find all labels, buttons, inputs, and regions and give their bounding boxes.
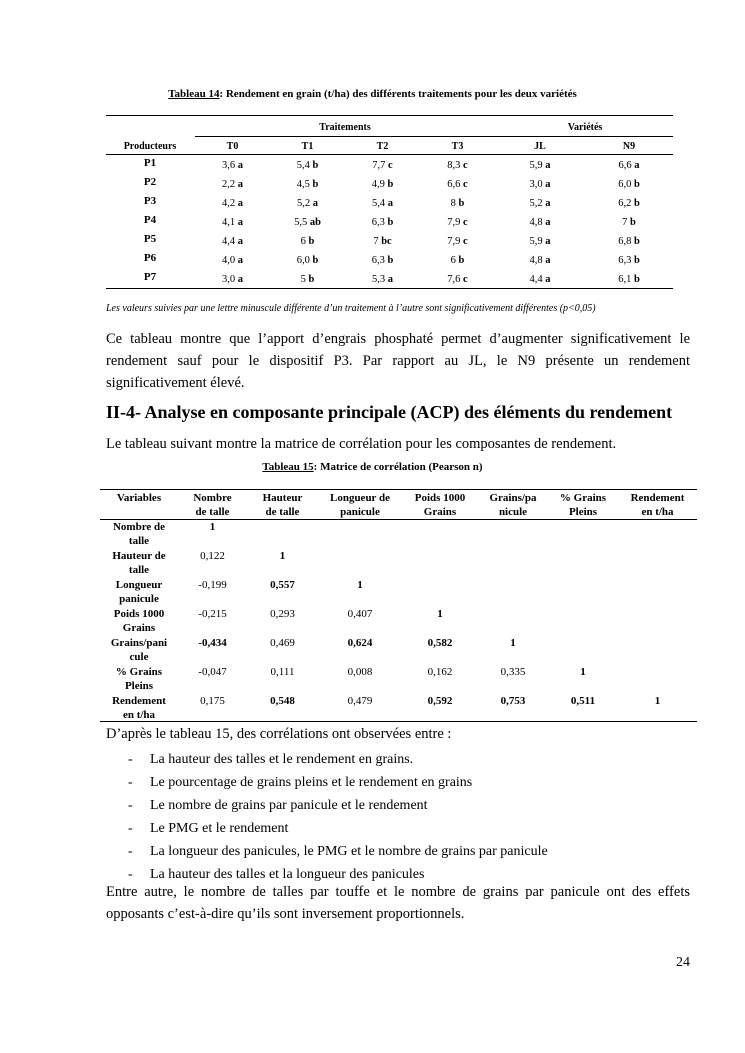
table15-row-label-line: cule <box>129 651 149 663</box>
table15-cell: 0,293 <box>270 608 295 620</box>
table15-col-header-line: Variables <box>116 492 162 504</box>
table15-cell: -0,199 <box>198 579 227 591</box>
table15-row-label-line: en t/ha <box>122 709 156 721</box>
table15-cell: 0,335 <box>500 666 526 678</box>
table15-cell: 0,592 <box>427 695 453 707</box>
table15-cell: -0,047 <box>198 666 227 678</box>
table15-row-label-line: panicule <box>119 593 159 605</box>
table14-cell-letter: a <box>387 198 393 209</box>
table14-cell <box>495 179 585 190</box>
table14-cell-value: 5,2 <box>297 198 311 209</box>
table15-row <box>100 607 697 636</box>
table15-col-header <box>618 491 697 519</box>
table14-cell-letter: b <box>633 236 640 247</box>
table14-cell-letter: a <box>237 179 243 190</box>
table15-col-header <box>402 491 478 519</box>
paragraph-1 <box>106 328 690 394</box>
table14-cell-value: 7 <box>622 217 628 228</box>
table14-row-label: P4 <box>143 214 157 226</box>
table15-row-label <box>100 607 178 635</box>
table14-cell <box>420 179 495 190</box>
table14-header-rule <box>106 154 673 155</box>
correlation-bullet-list <box>128 748 548 886</box>
table14-cell <box>420 198 495 209</box>
list-item: - Le PMG et le rendement <box>128 817 548 840</box>
table14-row-label: P2 <box>143 176 157 188</box>
table15-row-label <box>100 520 178 548</box>
table14-cell <box>420 236 495 247</box>
table15-cell: -0,215 <box>198 608 227 620</box>
table14-cell-value: 5,4 <box>372 198 386 209</box>
table14-row <box>106 271 673 294</box>
table14-cell-letter: a <box>545 255 551 266</box>
table15-col-header-line: Grains <box>423 506 457 518</box>
table15-cell: 1 <box>510 637 516 649</box>
table15-col-header-line: Nombre <box>193 492 232 504</box>
table14-cell <box>585 274 673 285</box>
table14-cell-letter: bc <box>381 236 392 247</box>
table14-cell-value: 5,4 <box>296 160 310 171</box>
table14-cell-letter: b <box>312 255 319 266</box>
table14-cell <box>270 198 345 209</box>
table14-cell-value: 6,1 <box>618 274 632 285</box>
table14-cell <box>495 255 585 266</box>
list-item: - Le nombre de grains par panicule et le rendement <box>128 794 548 817</box>
table14-col-producteurs: Producteurs <box>123 141 177 152</box>
table14-cell-value: 7,9 <box>447 217 461 228</box>
table14-cell <box>270 274 345 285</box>
table14-cell <box>345 236 420 247</box>
paragraph-3 <box>106 881 690 925</box>
table14-cell-letter: a <box>237 255 243 266</box>
table14-cell <box>420 255 495 266</box>
list-item: - La hauteur des talles et la longueur des panicules <box>128 863 548 886</box>
table14-cell <box>585 236 673 247</box>
table15-cell: 0,479 <box>347 695 373 707</box>
table14-cell-value: 7,9 <box>447 236 461 247</box>
table14-cell <box>195 274 270 285</box>
table14-cell <box>345 160 420 171</box>
table14-cell-letter: a <box>237 160 243 171</box>
table14-cell-letter: b <box>630 217 636 228</box>
page-number: 24 <box>676 955 690 970</box>
table15-cell: 0,557 <box>270 579 295 591</box>
table14-row-label: P1 <box>143 157 157 169</box>
table14-cell-value: 6 <box>450 255 456 266</box>
table14-col-header: T0 <box>226 141 239 152</box>
table14-cell <box>420 160 495 171</box>
table15-row-label-line: Grains <box>122 622 156 634</box>
table14-cell-letter: b <box>308 236 315 247</box>
table14-cell <box>195 217 270 228</box>
table14-cell-letter: b <box>633 179 640 190</box>
table14-group-varieties: Variétés <box>567 122 603 133</box>
table15-cell: 1 <box>209 521 216 533</box>
table14-row-label: P5 <box>143 233 157 245</box>
table14-cell-letter: b <box>387 217 394 228</box>
table14-cell <box>270 160 345 171</box>
table14-cell <box>495 274 585 285</box>
table14-row-label: P6 <box>143 252 157 264</box>
table15-col-header <box>178 491 247 519</box>
table15-row <box>100 578 697 607</box>
table14-cell <box>195 160 270 171</box>
table15-row-label-line: Pleins <box>124 680 154 692</box>
table14-cell <box>270 236 345 247</box>
table14-cell-letter: a <box>237 198 243 209</box>
table15-row-label-line: talle <box>128 564 150 576</box>
table14-cell-value: 7,7 <box>372 160 386 171</box>
table14-group-treatments: Traitements <box>319 122 371 133</box>
table14-cell-value: 4,8 <box>529 217 543 228</box>
table14-cell-letter: b <box>387 255 394 266</box>
table14-cell <box>420 217 495 228</box>
table14-cell-value: 6,3 <box>371 255 385 266</box>
table14-cell <box>195 236 270 247</box>
table14-cell <box>345 217 420 228</box>
table15-cell: 0,175 <box>200 695 225 707</box>
table15-col-header-line: Hauteur <box>262 492 303 504</box>
table14-cell <box>270 255 345 266</box>
table14-caption <box>0 88 745 100</box>
table14-caption-text: : Rendement en grain (t/ha) des différents traitements pour les deux variétés <box>219 88 577 100</box>
table14-cell <box>585 217 673 228</box>
table14-cell-value: 6,6 <box>618 160 632 171</box>
table15-cell: 0,407 <box>347 608 373 620</box>
table15-cell: -0,434 <box>198 637 227 649</box>
table14-cell <box>585 179 673 190</box>
table15-col-header <box>100 491 178 505</box>
table14-cell-letter: c <box>463 179 468 190</box>
table15-top-rule <box>100 489 697 490</box>
table15-col-header-line: panicule <box>340 506 380 518</box>
table14-cell <box>345 274 420 285</box>
table14-cell-letter: a <box>237 236 243 247</box>
table14-cell-value: 4,9 <box>371 179 385 190</box>
intro-paragraph: Le tableau suivant montre la matrice de corrélation pour les composantes de rendement. <box>106 436 617 452</box>
table15-cell: 0,624 <box>347 637 373 649</box>
table15-cell: 0,469 <box>270 637 295 649</box>
table15-row-label-line: Rendement <box>112 695 166 707</box>
table15-row-label-line: Nombre de <box>112 521 166 533</box>
table14-cell <box>270 217 345 228</box>
table14-cell-letter: a <box>545 274 551 285</box>
table15-cell: 1 <box>580 666 586 678</box>
paragraph-3-text: Entre autre, le nombre de talles par touffe et le nombre de grains par panicule ont des effets opposants c’est-à-dire qu’ils sont inversement proportionnels. <box>106 884 690 922</box>
paragraph-1-text: Ce tableau montre que l’apport d’engrais phosphaté permet d’augmenter significativement le rendement sauf pour le dispositif P3. Par rapport au JL, le N9 présente un rendement significativement élevé. <box>106 331 690 391</box>
table14-cell-value: 6,2 <box>618 198 632 209</box>
table14-cell-letter: a <box>387 274 393 285</box>
table14-cell-value: 7,6 <box>447 274 461 285</box>
table15-col-header-line: Poids 1000 <box>414 492 466 504</box>
table15-row-label <box>100 665 178 693</box>
table14-cell-value: 3,0 <box>529 179 543 190</box>
list-item: - La longueur des panicules, le PMG et le nombre de grains par panicule <box>128 840 548 863</box>
table14-col-header: N9 <box>622 141 636 152</box>
table14-cell-value: 6,6 <box>447 179 461 190</box>
table14-cell <box>585 255 673 266</box>
table14-cell-value: 5,9 <box>529 160 543 171</box>
table14-cell-value: 6,3 <box>618 255 632 266</box>
table14-cell-letter: b <box>633 255 640 266</box>
table14-cell-letter: a <box>545 179 551 190</box>
table14-cell-value: 6,3 <box>371 217 385 228</box>
table14-cell-value: 6,8 <box>618 236 632 247</box>
table15-col-header-line: Pleins <box>568 506 598 518</box>
table15-row-label-line: talle <box>128 535 150 547</box>
table15-row <box>100 694 697 723</box>
table15-cell: 0,111 <box>270 666 295 678</box>
table15-row <box>100 665 697 694</box>
table15-bottom-rule <box>100 721 697 722</box>
table14-cell-value: 2,2 <box>222 179 236 190</box>
table14-cell-letter: a <box>545 236 551 247</box>
table14-cell <box>585 198 673 209</box>
table14-cell-letter: b <box>312 160 319 171</box>
table15-col-header-line: Longueur de <box>329 492 390 504</box>
table14-cell <box>345 179 420 190</box>
table15-cell: 0,548 <box>270 695 295 707</box>
paragraph-2: D’après le tableau 15, des corrélations ont observées entre : <box>106 726 452 742</box>
table14-cell-value: 6,0 <box>296 255 310 266</box>
table15-cell: 0,008 <box>347 666 373 678</box>
table15-caption <box>0 461 745 473</box>
table15-row <box>100 549 697 578</box>
table14-note: Les valeurs suivies par une lettre minuscule différente d’un traitement à l’autre sont significativement différentes (p<0,05) <box>106 303 596 314</box>
table14-cell <box>270 179 345 190</box>
table14-cell-value: 6,0 <box>618 179 632 190</box>
table15-caption-text: : Matrice de corrélation (Pearson n) <box>313 461 483 473</box>
table14-col-header: T1 <box>301 141 314 152</box>
table15-cell: 0,511 <box>570 695 596 707</box>
table14-group-rule <box>195 136 673 137</box>
table15-row-label-line: Grains/pani <box>110 637 168 649</box>
table14-col-header: T2 <box>376 141 389 152</box>
table14-cell-letter: c <box>463 274 468 285</box>
table14-cell-value: 8 <box>450 198 456 209</box>
table14-cell-value: 5,5 <box>294 217 308 228</box>
table14-cell-letter: b <box>308 274 315 285</box>
table14-cell-letter: b <box>458 255 465 266</box>
table15-cell: 1 <box>357 579 363 591</box>
table15-row-label <box>100 694 178 722</box>
table15-cell: 0,162 <box>427 666 453 678</box>
table14-cell-letter: a <box>312 198 318 209</box>
table15-col-header <box>247 491 318 519</box>
table15-col-header <box>318 491 402 519</box>
table14-cell <box>345 198 420 209</box>
table14-cell-letter: a <box>545 198 551 209</box>
list-item: - Le pourcentage de grains pleins et le rendement en grains <box>128 771 548 794</box>
table15-row-label-line: Poids 1000 <box>113 608 165 620</box>
section-heading: II-4- Analyse en composante principale (ACP) des éléments du rendement <box>106 402 673 422</box>
table14-cell-value: 4,4 <box>222 236 236 247</box>
table14-cell-letter: a <box>545 160 551 171</box>
table14-cell-letter: a <box>237 274 243 285</box>
table15-row-label <box>100 578 178 606</box>
table15-row-label <box>100 549 178 577</box>
table14-cell-value: 3,0 <box>222 274 236 285</box>
table14-cell-letter: ab <box>309 217 321 228</box>
table14-cell-value: 8,3 <box>447 160 461 171</box>
table14-cell-letter: b <box>458 198 465 209</box>
list-item: - La hauteur des talles et le rendement en grains. <box>128 748 548 771</box>
table15-row <box>100 636 697 665</box>
table14-caption-label: Tableau 14 <box>168 88 220 100</box>
table14-col-header: T3 <box>451 141 464 152</box>
table14-cell-value: 4,5 <box>296 179 310 190</box>
table14-cell <box>195 255 270 266</box>
table15-cell: 0,122 <box>200 550 225 562</box>
table15-cell: 1 <box>279 550 286 562</box>
table14-cell-value: 4,0 <box>222 255 236 266</box>
table15-col-header-line: nicule <box>498 506 528 518</box>
table14-cell <box>585 160 673 171</box>
table14-cell-letter: b <box>387 179 394 190</box>
table14-cell-letter: c <box>463 236 468 247</box>
table14-cell <box>495 198 585 209</box>
table15-cell: 0,582 <box>427 637 453 649</box>
table15-col-header <box>478 491 548 519</box>
table14-cell-value: 6 <box>300 236 306 247</box>
table14-cell-value: 5,9 <box>529 236 543 247</box>
table14-cell-value: 5 <box>300 274 306 285</box>
table15-cell: 1 <box>437 608 443 620</box>
table14-top-rule <box>106 115 673 116</box>
table14-cell-value: 4,1 <box>222 217 236 228</box>
table14-cell-letter: b <box>633 274 640 285</box>
table14-cell <box>195 179 270 190</box>
table14-bottom-rule <box>106 288 673 289</box>
table14-cell-value: 7 <box>373 236 379 247</box>
table15-col-header-line: de talle <box>265 506 300 518</box>
table14-cell-letter: b <box>633 198 640 209</box>
table14-row-label: P3 <box>143 195 157 207</box>
table14-cell-letter: c <box>463 160 468 171</box>
table14-cell <box>420 274 495 285</box>
table14-cell-letter: a <box>634 160 640 171</box>
table15-col-header-line: Grains/pa <box>489 492 537 504</box>
table14-cell-letter: a <box>545 217 551 228</box>
table14-cell-letter: c <box>463 217 468 228</box>
table14-cell-letter: b <box>312 179 319 190</box>
table14-cell-value: 3,6 <box>222 160 236 171</box>
table14-cell <box>495 236 585 247</box>
table14-row-label: P7 <box>143 271 157 283</box>
table14-cell <box>495 160 585 171</box>
table14-cell-value: 5,2 <box>529 198 543 209</box>
table15-col-header-line: de talle <box>195 506 230 518</box>
table14-cell <box>345 255 420 266</box>
table15-col-header-line: Rendement <box>630 492 685 504</box>
table14-cell-value: 4,8 <box>529 255 543 266</box>
table15-col-header-line: en t/ha <box>641 506 674 518</box>
table14-cell-value: 5,3 <box>372 274 386 285</box>
table15-cell: 0,753 <box>500 695 526 707</box>
table15-caption-label: Tableau 15 <box>262 461 314 473</box>
table15-row-label-line: % Grains <box>115 666 163 678</box>
table14-cell-value: 4,2 <box>222 198 236 209</box>
table14-col-header: JL <box>534 141 546 152</box>
table15-row-label-line: Hauteur de <box>112 550 166 562</box>
table15-row-label <box>100 636 178 664</box>
table14-cell <box>495 217 585 228</box>
table15-row-label-line: Longueur <box>115 579 163 591</box>
table14-cell-letter: c <box>388 160 393 171</box>
table14-cell <box>195 198 270 209</box>
table15-col-header <box>548 491 618 519</box>
table15-row <box>100 520 697 549</box>
table15-col-header-line: % Grains <box>559 492 607 504</box>
table14-cell-letter: a <box>237 217 243 228</box>
table14-cell-value: 4,4 <box>529 274 543 285</box>
table15-cell: 1 <box>654 695 661 707</box>
